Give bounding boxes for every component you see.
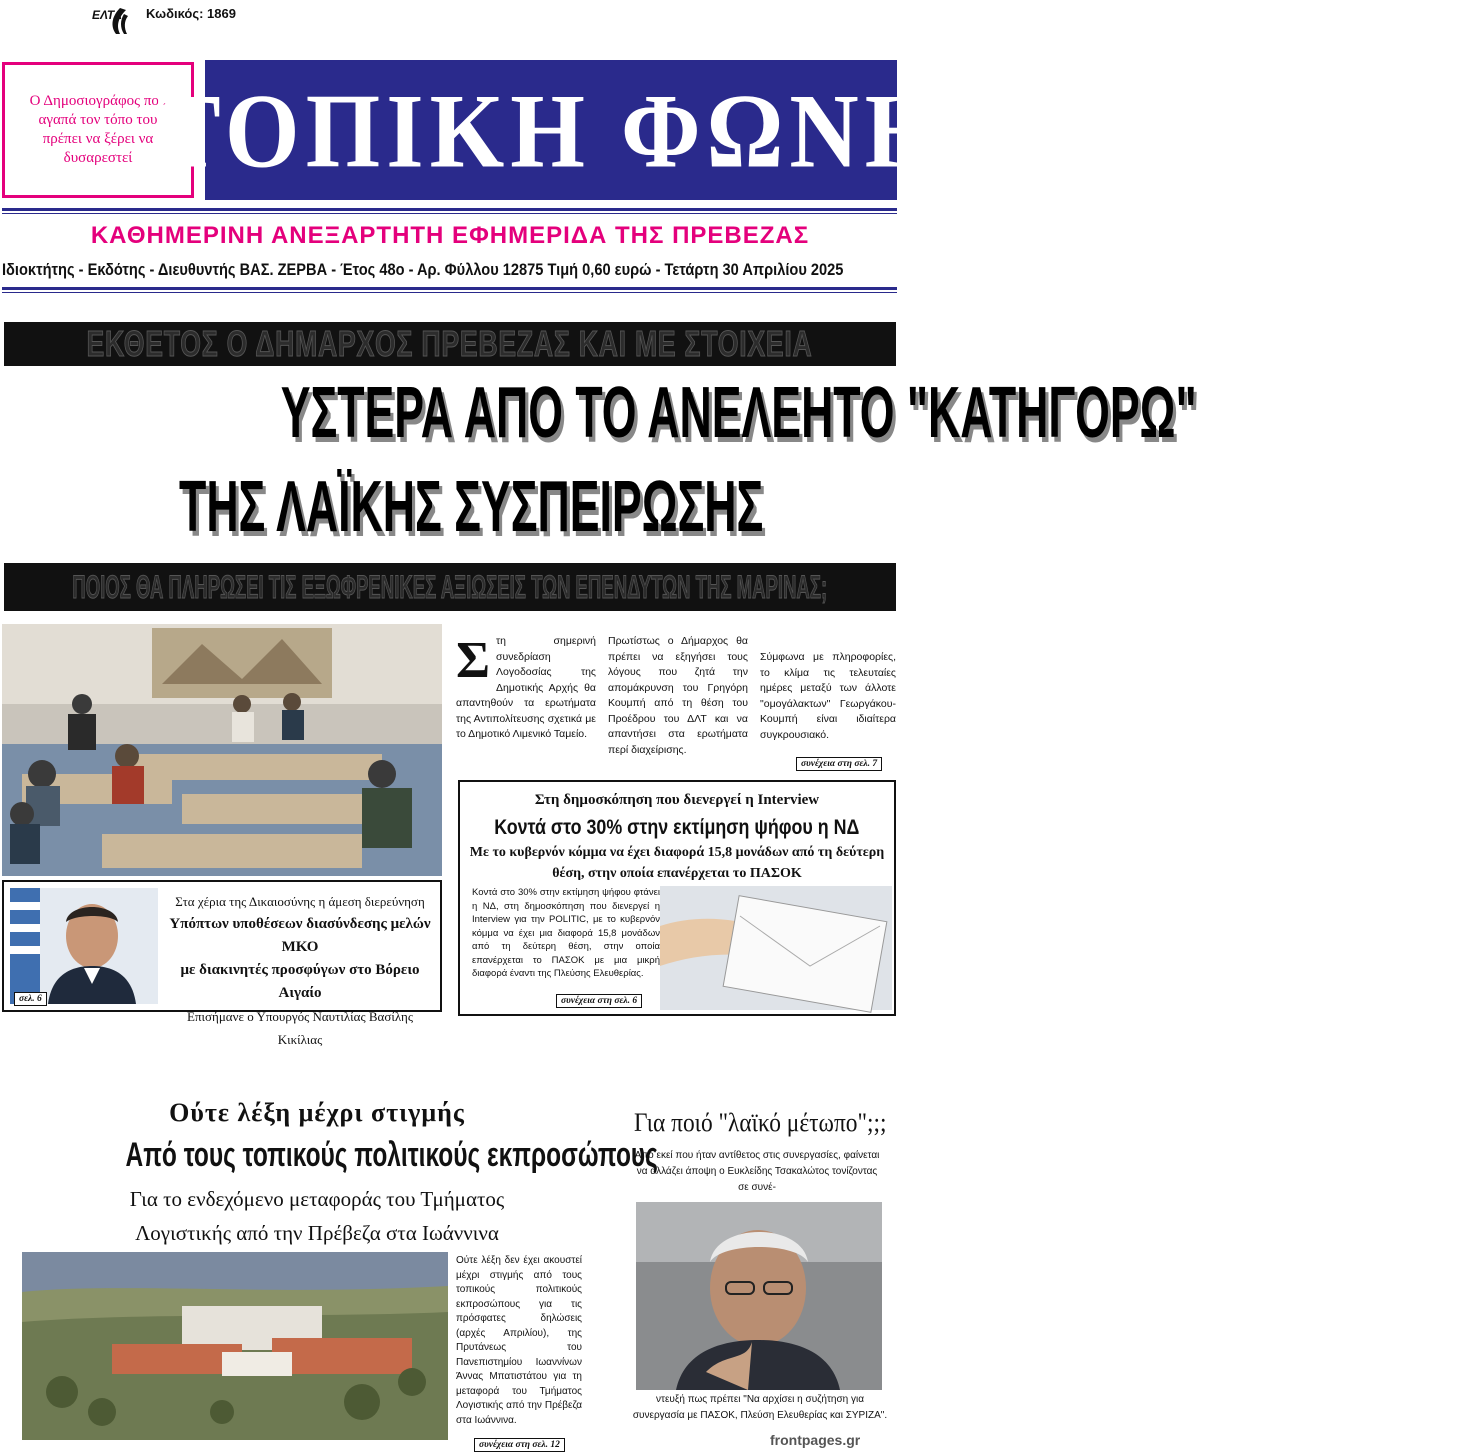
- lead-continued-link[interactable]: συνέχεια στη σελ. 7: [796, 757, 882, 771]
- university-kicker: Ούτε λέξη μέχρι στιγμής: [169, 1098, 465, 1127]
- drop-cap: Σ: [456, 632, 490, 689]
- agency-name: ΕΛΤΑ: [92, 8, 123, 22]
- front-outro: ντευξή πως πρέπει "Να αρχίσει η συζήτηση για συνεργασία με ΠΑΣΟΚ, Πλεύση Ελευθερίας και ΣΥΡΙΖΑ".: [632, 1394, 888, 1421]
- university-subhead: [22, 1182, 612, 1250]
- lead-column-3: Σύμφωνα με πληροφορίες, το κλίμα τις τελευταίες ημέρες μεταξύ των άλλοτε "ομογάλακτων" Γεωργάκου-Κουμπή είναι ιδιαίτερα συγκρουσιακό.: [760, 651, 896, 741]
- lead-headline-1: ΥΣΤΕΡΑ ΑΠΟ ΤΟ ΑΝΕΛΕΗΤΟ "ΚΑΤΗΓΟΡΩ": [280, 373, 1197, 453]
- university-subhead-1: Για το ενδεχόμενο μεταφοράς του Τμήματος: [129, 1187, 505, 1211]
- university-continued-link[interactable]: συνέχεια στη σελ. 12: [474, 1438, 565, 1452]
- university-headline: Από τους τοπικούς πολιτικούς εκπροσώπους: [125, 1136, 658, 1174]
- poll-continued-link[interactable]: συνέχεια στη σελ. 6: [556, 994, 642, 1008]
- newspaper-title: ΤΟΠΙΚΗ ΦΩΝΗ: [156, 71, 946, 189]
- ballot-photo: [660, 886, 892, 1010]
- minister-page-link[interactable]: σελ. 6: [14, 992, 47, 1006]
- minister-photo: [10, 888, 158, 1004]
- lead-column-2: Πρωτίστως ο Δήμαρχος θα πρέπει να εξηγήσει τους λόγους που ζητά την απομάκρυνση του Γρηγόρη Κουμπή από τη θέση του Προέδρου του ΔΛΤ και να απαντήσει στα ερωτήματα περί διαχείρισης.: [608, 635, 748, 756]
- minister-line-2: Υπόπτων υποθέσεων διασύνδεσης μελών ΜΚΟ: [169, 916, 431, 955]
- lead-column-1: Στη σημερινή συνεδρίαση Λογοδοσίας της Δημοτικής Αρχής θα απαντηθούν τα ερωτήματα της Αντιπολίτευσης σχετικά με το Δημοτικό Λιμενικό Ταμείο.: [456, 632, 596, 740]
- divider: [2, 287, 897, 290]
- divider: [2, 292, 897, 293]
- poll-body: Κοντά στο 30% στην εκτίμηση ψήφου φτάνει η ΝΔ, στη δημοσκόπηση που διενεργεί η Interview για την POLITIC, με το κυβερνόν κόμμα να έχει μια διαφορά 15,8 μονάδων από τη δεύτερη θέση, στην οποία επανέρχεται το ΠΑΣΟΚ με μια μικρή διαφορά έναντι της Πλεύσης Ελευθερίας.: [472, 887, 660, 979]
- divider: [2, 208, 897, 211]
- poll-box: [458, 780, 896, 1016]
- poll-kicker: Στη δημοσκόπηση που διενεργεί η Interview: [534, 792, 820, 808]
- university-body: Ούτε λέξη δεν έχει ακουστεί μέχρι στιγμής από τους τοπικούς πολιτικούς εκπροσώπους για τις πρόσφατες δηλώσεις (αρχές Απριλίου), της Πρυτάνεως του Πανεπιστημίου Ιωαννίνων Άννας Μπατιστάτου για τη μεταφορά του Τμήματος Λογιστικής από την Πρέβεζα στα Ιωάννινα.: [456, 1255, 582, 1426]
- front-headline: Για ποιό "λαϊκό μέτωπο";;;: [634, 1108, 887, 1137]
- lead-headline-2: ΤΗΣ ΛΑΪΚΗΣ ΣΥΣΠΕΙΡΩΣΗΣ: [179, 467, 764, 547]
- minister-line-1: Στα χέρια της Δικαιοσύνης η άμεση διερεύνηση: [175, 894, 425, 909]
- minister-line-3: με διακινητές προσφύγων στο Βόρειο Αιγαίο: [180, 962, 420, 1001]
- watermark: frontpages.gr: [770, 1432, 861, 1448]
- motto-text: Ο Δημοσιογράφος που αγαπά τον τόπο του πρέπει να ξέρει να δυσαρεστεί: [29, 93, 167, 166]
- campus-aerial-photo: [22, 1252, 448, 1440]
- lead-kicker: ΕΚΘΕΤΟΣ Ο ΔΗΜΑΡΧΟΣ ΠΡΕΒΕΖΑΣ ΚΑΙ ΜΕ ΣΤΟΙΧΕΙΑ: [4, 322, 896, 366]
- masthead: [156, 60, 946, 200]
- tsakalotos-photo: [636, 1202, 882, 1390]
- council-meeting-photo: [2, 624, 442, 876]
- poll-subhead: Με το κυβερνόν κόμμα να έχει διαφορά 15,8 μονάδων από τη δεύτερη θέση, στην οποία επανέρχεται το ΠΑΣΟΚ: [469, 845, 885, 881]
- newspaper-subtitle: ΚΑΘΗΜΕΡΙΝΗ ΑΝΕΞΑΡΤΗΤΗ ΕΦΗΜΕΡΙΔΑ ΤΗΣ ΠΡΕΒΕΖΑΣ: [90, 222, 810, 249]
- minister-text: [164, 890, 436, 1051]
- university-subhead-2: Λογιστικής από την Πρέβεζα στα Ιωάννινα: [135, 1221, 499, 1245]
- lead-deck: ΠΟΙΟΣ ΘΑ ΠΛΗΡΩΣΕΙ ΤΙΣ ΕΞΩΦΡΕΝΙΚΕΣ ΑΞΙΩΣΕΙΣ ΤΩΝ ΕΠΕΝΔΥΤΩΝ ΤΗΣ ΜΑΡΙΝΑΣ;: [4, 563, 896, 611]
- postal-code: Κωδικός: 1869: [146, 6, 236, 21]
- publication-info: Ιδιοκτήτης - Εκδότης - Διευθυντής ΒΑΣ. ΖΕΡΒΑ - Έτος 48ο - Αρ. Φύλλου 12875 Τιμή 0,60 ευρώ - Τετάρτη 30 Απριλίου 2025: [2, 260, 844, 279]
- minister-box: [2, 880, 442, 1047]
- front-intro: Από εκεί που ήταν αντίθετος στις συνεργασίες, φαίνεται να αλλάζει άποψη ο Ευκλείδης Τσακαλώτος τονίζοντας σε συνέ-: [634, 1150, 880, 1193]
- minister-line-4: Επισήμανε ο Υπουργός Ναυτιλίας Βασίλης Κικίλιας: [187, 1009, 413, 1047]
- poll-headline: Κοντά στο 30% στην εκτίμηση ψήφου η ΝΔ: [494, 816, 860, 839]
- divider: [2, 213, 897, 214]
